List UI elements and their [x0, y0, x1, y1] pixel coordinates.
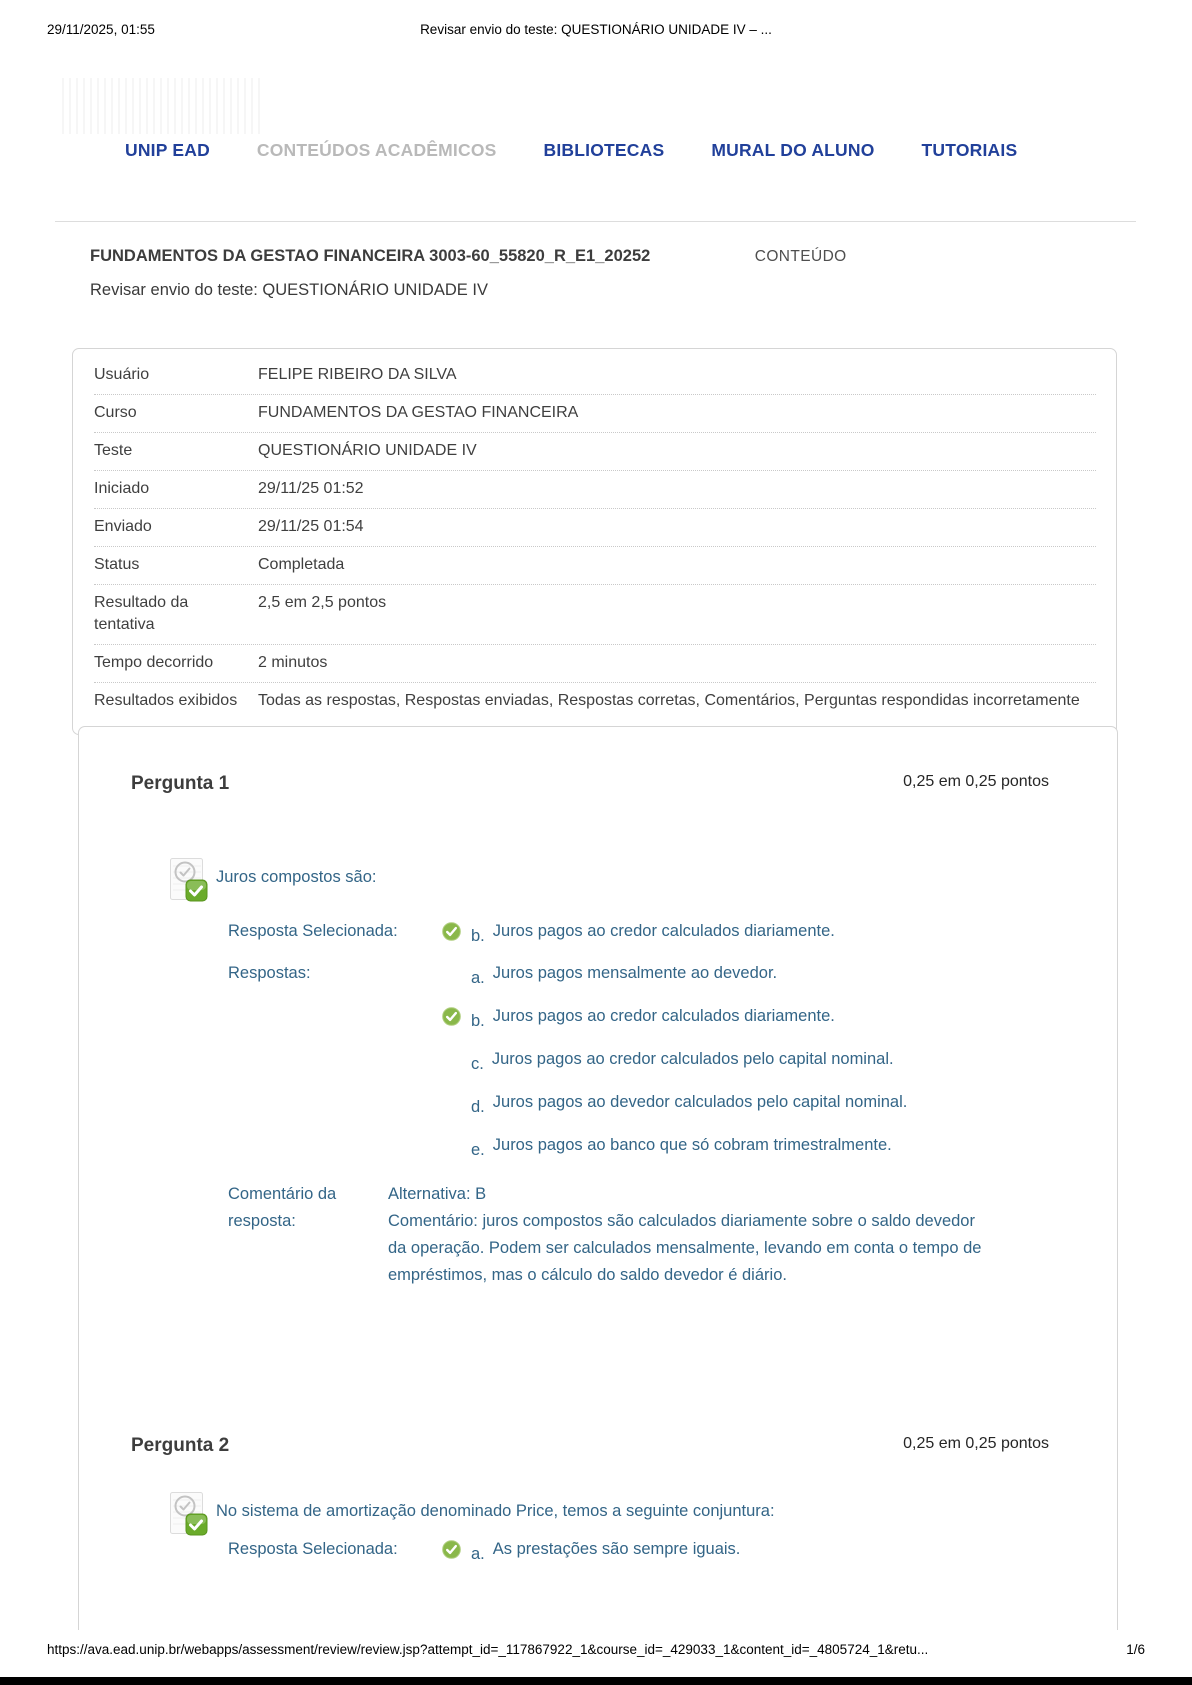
answer-row-b: [228, 1004, 1067, 1028]
selected-answer: [444, 1537, 740, 1561]
question-2-body: [169, 1499, 1067, 1561]
answer-item: [444, 1133, 892, 1157]
info-label: Iniciado: [94, 480, 150, 497]
info-row-iniciado: [94, 471, 1096, 509]
print-header-title: Revisar envio do teste: QUESTIONÁRIO UNIDADE IV – ...: [420, 22, 772, 37]
question-text: No sistema de amortização denominado Price, temos a seguinte conjuntura:: [216, 1502, 775, 1520]
answer-letter: a.: [471, 969, 485, 987]
answer-row-d: [228, 1090, 1067, 1114]
info-value: Todas as respostas, Respostas enviadas, Respostas corretas, Comentários, Perguntas respondidas incorretamente: [258, 692, 1080, 709]
answer-row-e: [228, 1133, 1067, 1157]
info-row-status: [94, 547, 1096, 585]
answer-text: Juros pagos ao banco que só cobram trimestralmente.: [492, 1136, 892, 1154]
question-2-heading: Pergunta 2: [131, 1435, 230, 1456]
info-value: Completada: [258, 556, 345, 573]
answer-item: [444, 961, 777, 985]
feedback-label: Comentário da resposta:: [228, 1185, 337, 1230]
info-label: Teste: [94, 442, 133, 459]
unip-logo-watermark: [62, 78, 262, 134]
info-value: FELIPE RIBEIRO DA SILVA: [258, 366, 457, 383]
info-label: Resultado da tentativa: [94, 594, 189, 633]
info-label: Tempo decorrido: [94, 654, 214, 671]
info-value: FUNDAMENTOS DA GESTAO FINANCEIRA: [258, 404, 579, 421]
answer-text: Juros pagos ao credor calculados diariamente.: [492, 1007, 835, 1025]
info-value: QUESTIONÁRIO UNIDADE IV: [258, 442, 477, 459]
info-row-resultado: [94, 585, 1096, 645]
question-1-points: 0,25 em 0,25 pontos: [903, 773, 1049, 790]
question-icon: [169, 1491, 209, 1539]
print-footer: [47, 1642, 1145, 1657]
info-row-curso: [94, 395, 1096, 433]
page-subtitle: Revisar envio do teste: QUESTIONÁRIO UNIDADE IV: [90, 281, 488, 299]
info-label: Resultados exibidos: [94, 692, 238, 709]
answer-row-c: [228, 1047, 1067, 1071]
answer-item: [444, 1090, 907, 1114]
selected-answer: [444, 919, 835, 943]
answer-text: Juros pagos ao credor calculados diariamente.: [492, 922, 835, 940]
correct-check-icon: [442, 1540, 461, 1559]
info-row-tempo: [94, 645, 1096, 683]
answer-letter: e.: [471, 1141, 485, 1159]
questions-panel: [78, 726, 1118, 1630]
page-indicator: 1/6: [1126, 1642, 1145, 1657]
info-value: 2 minutos: [258, 654, 328, 671]
main-nav: [125, 140, 1017, 161]
course-title: FUNDAMENTOS DA GESTAO FINANCEIRA 3003-60_55820_R_E1_20252: [90, 247, 651, 265]
feedback-text: Comentário: juros compostos são calculados diariamente sobre o saldo devedor da operação. Podem ser calculados mensalmente, levando em conta o tempo de empréstimos, mas o cálculo do saldo devedor é diário.: [388, 1212, 982, 1284]
info-row-usuario: [94, 357, 1096, 395]
info-value: 29/11/25 01:52: [258, 480, 364, 497]
answer-text: Juros pagos ao devedor calculados pelo capital nominal.: [492, 1093, 908, 1111]
question-1-heading: Pergunta 1: [131, 773, 230, 794]
info-row-enviado: [94, 509, 1096, 547]
info-label: Status: [94, 556, 140, 573]
bottom-window-bar: [0, 1677, 1192, 1685]
print-header-datetime: 29/11/2025, 01:55: [47, 22, 155, 37]
answer-letter: b.: [471, 1012, 485, 1030]
answer-text: Juros pagos mensalmente ao devedor.: [492, 964, 778, 982]
attempt-info-panel: [72, 348, 1117, 735]
correct-check-icon: [442, 1007, 461, 1026]
selected-answer-row: [228, 1537, 1067, 1561]
question-1-header: [79, 727, 1117, 795]
nav-item-conteudos-academicos[interactable]: CONTEÚDOS ACADÊMICOS: [256, 140, 497, 160]
selected-answer-row: [228, 919, 1067, 943]
info-label: Enviado: [94, 518, 152, 535]
nav-divider: [55, 221, 1136, 222]
answer-text: As prestações são sempre iguais.: [492, 1540, 741, 1558]
question-icon: [169, 857, 209, 905]
answer-item: [444, 1004, 835, 1028]
answer-letter: a.: [471, 1545, 485, 1563]
question-1-body: [169, 865, 1067, 1289]
correct-check-icon: [442, 922, 461, 941]
info-label: Curso: [94, 404, 137, 421]
answer-letter: b.: [471, 927, 485, 945]
print-header: [0, 22, 1192, 40]
question-text: Juros compostos são:: [216, 868, 377, 886]
answer-text: Juros pagos ao credor calculados pelo capital nominal.: [491, 1050, 894, 1068]
answer-letter: c.: [471, 1055, 484, 1073]
course-header: [90, 247, 1110, 266]
answer-item: [444, 1047, 894, 1071]
answers-label: Respostas:: [228, 964, 311, 982]
nav-item-bibliotecas[interactable]: BIBLIOTECAS: [543, 140, 665, 160]
nav-item-tutoriais[interactable]: TUTORIAIS: [921, 140, 1018, 160]
nav-item-unip-ead[interactable]: UNIP EAD: [125, 140, 210, 160]
selected-answer-label: Resposta Selecionada:: [228, 922, 398, 940]
feedback-title: Alternativa: B: [388, 1185, 487, 1203]
info-label: Usuário: [94, 366, 150, 383]
feedback-row: [228, 1181, 1067, 1289]
info-value: 2,5 em 2,5 pontos: [258, 594, 387, 611]
nav-item-mural-do-aluno[interactable]: MURAL DO ALUNO: [711, 140, 875, 160]
answer-row-a: [228, 961, 1067, 985]
answer-letter: d.: [471, 1098, 485, 1116]
conteudo-label: CONTEÚDO: [754, 248, 847, 265]
question-2-header: [79, 1435, 1117, 1457]
print-footer-url: https://ava.ead.unip.br/webapps/assessment/review/review.jsp?attempt_id=_117867922_1&course_id=_429033_1&content_id=_4805724_1&retu...: [47, 1642, 929, 1657]
info-row-resultados-exibidos: [94, 683, 1096, 720]
feedback-content: [388, 1181, 988, 1289]
info-row-teste: [94, 433, 1096, 471]
question-2-points: 0,25 em 0,25 pontos: [903, 1435, 1049, 1452]
selected-answer-label: Resposta Selecionada:: [228, 1540, 398, 1558]
info-value: 29/11/25 01:54: [258, 518, 364, 535]
